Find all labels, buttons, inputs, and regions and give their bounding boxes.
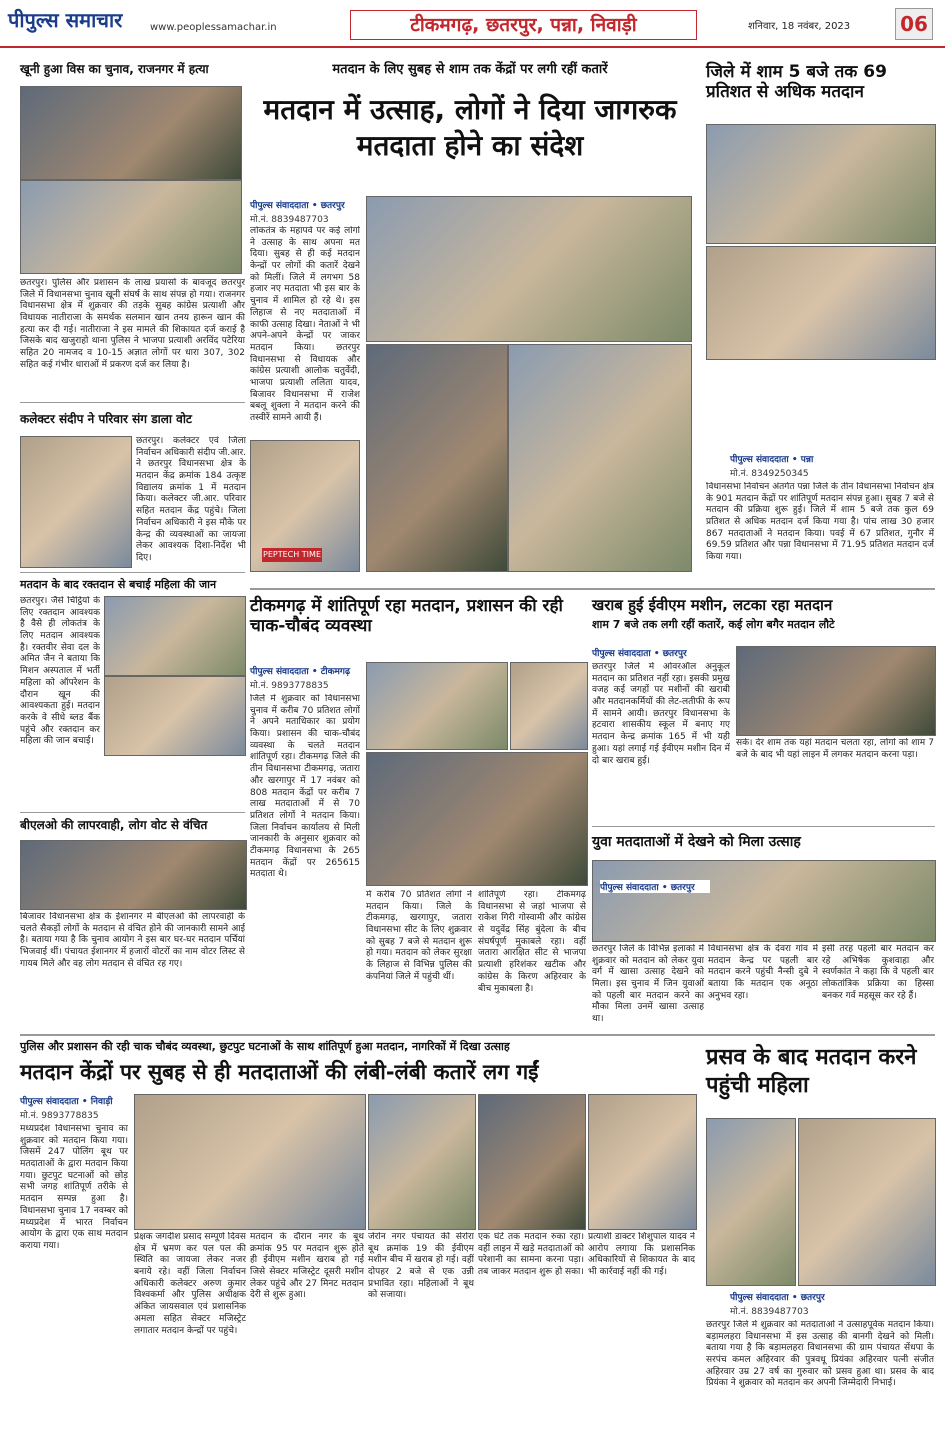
blood-photo-2 <box>104 676 246 756</box>
tikamgarh-photo-2 <box>510 662 588 750</box>
tikamgarh-photo-1 <box>366 662 508 750</box>
lead-byline: पीपुल्स संवाददाता • छतरपुर <box>250 201 345 211</box>
tikamgarh-body-3: शांतिपूर्ण रहा। टीकमगढ़ विधानसभा से जहां भाजपा से राकेश गिरी गोस्वामी और कांग्रेस से यदुवेंद्र सिंह बुंदेला के बीच संघर्षपूर्ण मुकाबले रहा। वहीं जतारा आरक्षित सीट से भाजपा प्रत्याशी हरिशंकर खटीक और कांग्रेस के किरण अहिरवार के बीच मुकाबला है। <box>478 890 586 994</box>
tikamgarh-body-2: में करीब 70 प्रतिशत लोगों ने मतदान किया। जिले के टीकमगढ़, खरगापुर, जतारा विधानसभा सीट के लिए शुक्रवार को सुबह 7 बजे से मतदान शुरू हो गया। मतदान को लेकर सुरक्षा के लिहाज से विभिन्न पुलिस की कंपनियां जिले में पहुंची थीं। <box>366 890 472 982</box>
mother-byline: पीपुल्स संवाददाता • छतरपुर <box>730 1293 825 1303</box>
turnout-photo-1 <box>706 124 936 244</box>
divider <box>20 1034 935 1036</box>
mother-mobile: मो.नं. 8839487703 <box>730 1307 809 1317</box>
tikamgarh-photo-3 <box>366 752 588 886</box>
turnout-mobile: मो.नं. 8349250345 <box>730 469 809 479</box>
niwari-body-6: प्रत्याशी डाक्टर शिशुपाल यादव ने आरोप लगाया कि प्रशासनिक अधिकारियों से शिकायत के बाद भी कार्रवाई नहीं की गई। <box>588 1232 695 1278</box>
niwari-body: मध्यप्रदेश विधानसभा चुनाव का शुक्रवार को मतदान किया गया। जिसमें 247 पोलिंग बूथ पर मतदाताओं के द्वारा मतदान किया गया। छुटपुट घटनाओं को छोड़ सभी जगह शांतिपूर्ण तरीके से मतदान सम्पन्न हुआ है। विधानसभा चुनाव 17 नवम्बर को मध्यप्रदेश में भारत निर्वाचन आयोग के द्वारा एक साथ मतदान कराया गया। <box>20 1124 128 1251</box>
niwari-kicker: पुलिस और प्रशासन की रही चाक चौबंद व्यवस्था, छुटपुट घटनाओं के साथ शांतिपूर्ण हुआ मतदान, नागरिकों में दिखा उत्साह <box>20 1040 510 1053</box>
youth-headline: युवा मतदाताओं में देखने को मिला उत्साह <box>592 834 801 850</box>
blo-body: बिजावर विधानसभा क्षेत्र के ईशानगर में बीएलओ की लापरवाही के चलते सैकड़ों लोगों के मतदान से वंचित होने की जानकारी सामने आई है। बताया गया है कि चुनाव आयोग ने इस बार घर-घर मतदान पर्चियां भिजवाई थीं। पंचायत ईशानगर में हजारों वोटरों का नाम वोटर लिस्ट से गायब मिले और वह लोग मतदान से वंचित रह गए। <box>20 912 245 969</box>
divider <box>250 588 935 590</box>
evm-body-2: सके। देर शाम तक यहां मतदान चलता रहा, लोगों को शाम 7 बजे के बाद भी यहां लाइन में लगकर मतदान करना पड़ा। <box>736 738 934 760</box>
lead-headline: मतदान में उत्साह, लोगों ने दिया जागरुक मतदाता होने का संदेश <box>263 93 677 163</box>
niwari-body-3: मतदान के दौरान नगर के बूथ क्रमांक 95 पर मतदान शुरू होते ही ईवीएम मशीन खराब हो गई जिसे सेक्टर मजिस्ट्रेट दूसरी मशीन लेकर पहुंचे और 27 मिनट मतदान देरी से शुरू हुआ। <box>250 1232 364 1301</box>
youth-body-3: इसी तरह पहली बार मतदान कर रहे अभिषेक कुशवाहा और स्वर्णकांत ने कहा कि वे पहली बार लोकतांत्रिक प्रक्रिया का हिस्सा बनकर गर्व महसूस कर रहे हैं। <box>822 944 934 1001</box>
lead-photo-queue <box>366 196 692 342</box>
niwari-mobile: मो.नं. 9893778835 <box>20 1111 99 1121</box>
rajnagar-body: छतरपुर। पुलिस और प्रशासन के लाख प्रयासों के बावजूद छतरपुर जिले में विधानसभा चुनाव खूनी संघर्ष के साथ संपन्न हो गया। राजनगर विधानसभा क्षेत्र में शुक्रवार की तड़के सुबह कांग्रेस प्रत्याशी और विधायक नातीराजा के समर्थक सलमान खान तनय हारून खान की हत्या कर दी गई। नातीराजा ने इस मामले की शिकायत दर्ज कराई है जिसके बाद खजुराहो थाना पुलिस ने भाजपा प्रत्याशी अरविंद पटेरिया सहित 20 नामजद व 10-15 अज्ञात लोगों पर धारा 307, 302 सहित कई गंभीर धाराओं में प्रकरण दर्ज कर लिया है। <box>20 278 245 370</box>
lead-mobile: मो.नं. 8839487703 <box>250 215 329 225</box>
blood-photo-1 <box>104 596 246 676</box>
youth-photo <box>592 860 936 942</box>
rajnagar-headline: खूनी हुआ विस का चुनाव, राजनगर में हत्या <box>20 62 209 76</box>
turnout-byline: पीपुल्स संवाददाता • पन्ना <box>730 455 814 465</box>
tikamgarh-mobile: मो.नं. 9893778835 <box>250 681 329 691</box>
blo-headline: बीएलओ की लापरवाही, लोग वोट से वंचित <box>20 818 208 832</box>
mother-headline: प्रसव के बाद मतदान करने पहुंची महिला <box>706 1045 917 1098</box>
mother-photo-1 <box>706 1118 796 1286</box>
lead-photo-booth <box>508 344 692 572</box>
evm-photo <box>736 646 936 736</box>
divider <box>20 402 245 403</box>
niwari-headline: मतदान केंद्रों पर सुबह से ही मतदाताओं की लंबी-लंबी कतारें लग गईं <box>20 1060 539 1084</box>
lead-photo-voters <box>366 344 508 572</box>
issue-date: शनिवार, 18 नवंबर, 2023 <box>748 21 851 32</box>
mother-photo-2 <box>798 1118 936 1286</box>
photo-badge: PEPTECH TIME <box>262 548 322 562</box>
niwari-body-4: जेरोन नगर पंचायत की सेरोरा बूथ क्रमांक 19 की ईवीएम मशीन बीच में खराब हो गई। वहीं दोपहर 2 बजे से एक उन्नी प्रभावित रहा। महिलाओं ने बूथ को सजाया। <box>368 1232 474 1301</box>
collector-photo <box>20 436 132 568</box>
lead-body: लोकतंत्र के महापर्व पर कई लोगों ने उत्साह के साथ अपना मत दिया। सुबह से ही कई मतदान केन्द्रों पर लोगों की कतारें देखने को मिलीं। जिले में लगभग 58 हजार नए मतदाता भी इस बार के चुनाव में शामिल हो रहे थे। इस लिहाज से नए मतदाताओं में काफी उत्साह दिखा। नेताओं ने भी अपने-अपने केन्द्रों पर जाकर मतदान किया। छतरपुर विधानसभा से विधायक और कांग्रेस प्रत्याशी आलोक चतुर्वेदी, भाजपा प्रत्याशी ललिता यादव, बिजावर विधानसभा में राजेश बबलू शुक्ला ने मतदान करने की तस्वीरें सामने आयी हैं। <box>250 226 360 423</box>
mother-body: छतरपुर जिले में शुक्रवार को मतदाताओं ने उत्साहपूर्वक मतदान किया। बड़ामलहरा विधानसभा में इस उत्साह की बानगी देखने को मिली। बताया गया है कि बड़ामलहरा विधानसभा की ग्राम पंचायत सेंधपा के सरपंच कमल अहिरवार की पुत्रवधू प्रियंका अहिरवार पत्नी संजीत अहिरवार उम्र 27 वर्ष का गुरुवार को प्रसव हुआ था। प्रसव के बाद प्रियंका ने शुक्रवार को मतदान कर अपनी जिम्मेदारी निभाई। <box>706 1320 934 1389</box>
blood-body: छतरपुर। जैसे चिट्ठियों के लिए रक्तदान आवश्यक है वैसे ही लोकतंत्र के लिए मतदान आवश्यक है। रक्तवीर सेवा दल के अमित जैन ने बताया कि मिशन अस्पताल में भर्ती महिला को ऑपरेशन के दौरान खून की आवश्यकता हुई। मतदान करके वे सीधे ब्लड बैंक पहुंचे और रक्तदान कर महिला की जान बचाई। <box>20 596 100 747</box>
blood-headline: मतदान के बाद रक्तदान से बचाई महिला की जान <box>20 578 217 591</box>
tikamgarh-headline: टीकमगढ़ में शांतिपूर्ण रहा मतदान, प्रशासन की रही चाक-चौबंद व्यवस्था <box>250 596 563 637</box>
divider <box>20 812 245 813</box>
niwari-photo-2 <box>368 1094 476 1230</box>
page-number: 06 <box>895 8 933 40</box>
collector-body: छतरपुर। कलेक्टर एवं जिला निर्वाचन अधिकारी संदीप जी.आर. ने छतरपुर विधानसभा क्षेत्र के मतदान केंद्र क्रमांक 184 उत्कृष्ट विद्यालय क्रमांक 1 में मतदान किया। कलेक्टर जी.आर. परिवार सहित मतदान केंद्र पहुंचे। जिला निर्वाचन अधिकारी ने इस मौके पर केन्द्र की व्यवस्थाओं का जायजा लेकर आवश्यक दिशा-निर्देश भी दिए। <box>136 436 246 563</box>
evm-byline: पीपुल्स संवाददाता • छतरपुर <box>592 649 687 659</box>
divider <box>20 572 245 573</box>
niwari-byline: पीपुल्स संवाददाता • निवाड़ी <box>20 1097 113 1107</box>
niwari-photo-1 <box>134 1094 366 1230</box>
turnout-photo-2 <box>706 246 936 360</box>
niwari-body-5: एक घंटे तक मतदान रुका रहा। वहीं लाइन में खड़े मतदाताओं को परेशानी का सामना करना पड़ा। तब जाकर मतदान शुरू हो सका। <box>478 1232 584 1278</box>
collector-headline: कलेक्टर संदीप ने परिवार संग डाला वोट <box>20 412 192 426</box>
tikamgarh-byline: पीपुल्स संवाददाता • टीकमगढ़ <box>250 667 351 677</box>
tikamgarh-body: जिले में शुक्रवार को विधानसभा चुनाव में करीब 70 प्रतिशत लोगों ने अपने मताधिकार का प्रयोग किया। प्रशासन की चाक-चौबंद व्यवस्था के चलते मतदान शांतिपूर्ण रहा। टीकमगढ़ जिले की तीन विधानसभा टीकमगढ़, जतारा और खरगापुर में 17 नवंबर को 808 मतदान केंद्रों पर करीब 7 लाख मतदाताओं में से 70 प्रतिशत लोगों ने मतदान किया। जिला निर्वाचन कार्यालय से मिली जानकारी के अनुसार शुक्रवार को टीकमगढ़ विधानसभा के 265 मतदान केंद्रों पर 265615 मतदाता थे। <box>250 694 360 880</box>
niwari-photo-4 <box>588 1094 697 1230</box>
rajnagar-photo <box>20 86 242 180</box>
newspaper-logo[interactable]: पीपुल्स समाचार <box>8 8 123 32</box>
evm-body: छतरपुर जिले में ओवरऑल अनुकूल मतदान का प्रतिशत नहीं रहा। इसकी प्रमुख वजह कई जगहों पर मशीनों की खराबी और मतदानकर्मियों की लेट-लतीफी के रूप में सामने आयी। छतरपुर विधानसभा के हटवारा शासकीय स्कूल में बनाए गए मतदान केन्द्र क्रमांक 165 में भी यही हुआ। यहां लगाई गई ईवीएम मशीन दिन में दो बार खराब हुई। <box>592 662 730 766</box>
evm-subhead: शाम 7 बजे तक लगी रहीं कतारें, कई लोग बगैर मतदान लौटे <box>592 618 835 631</box>
niwari-body-2: प्रेक्षक जगदीश प्रसाद सम्पूर्ण दिवस क्षेत्र में भ्रमण कर पल पल की स्थिति का जायजा लेकर नजर बनाये रहे। वहीं जिला निर्वाचन अधिकारी कलेक्टर अरुण कुमार विश्वकर्मा और पुलिस अधीक्षक अंकित जायसवाल एवं प्रशासनिक अमला सहित सेक्टर मजिस्ट्रेट लगातार मतदान केन्द्रों पर पहुंचे। <box>134 1232 246 1336</box>
niwari-photo-3 <box>478 1094 586 1230</box>
youth-byline: पीपुल्स संवाददाता • छतरपुर <box>600 880 710 893</box>
divider <box>592 826 935 827</box>
evm-headline: खराब हुई ईवीएम मशीन, लटका रहा मतदान <box>592 596 833 614</box>
rajnagar-photo-2 <box>20 180 242 274</box>
youth-body: छतरपुर जिले के विभिन्न इलाकों में शुक्रवार को मतदान को लेकर युवा वर्ग में खासा उत्साह देखने को मिला। इस चुनाव में जिन युवाओं को पहली बार मतदान करने का मौका मिला उनमें खासा उत्साह था। <box>592 944 704 1024</box>
youth-body-2: विधानसभा क्षेत्र के देवरा गांव में मतदान केन्द्र पर पहली बार मतदान करने पहुंची नैन्सी दुबे ने बताया कि मतदान एक अनूठा अनुभव रहा। <box>708 944 818 1001</box>
lead-kicker: मतदान के लिए सुबह से शाम तक केंद्रों पर लगी रहीं कतारें <box>332 62 608 77</box>
turnout-headline: जिले में शाम 5 बजे तक 69 प्रतिशत से अधिक मतदान <box>706 62 887 103</box>
region-banner: टीकमगढ़, छतरपुर, पन्ना, निवाड़ी <box>350 10 697 40</box>
turnout-body: विधानसभा निर्वाचन अंतर्गत पन्ना जिले के तीन विधानसभा निर्वाचन क्षेत्र के 901 मतदान केंद्रों पर शांतिपूर्ण मतदान संपन्न हुआ। सुबह 7 बजे से मतदान की प्रक्रिया शुरू हुई। जिले में शाम 5 बजे तक कुल 69 प्रतिशत से अधिक मतदान दर्ज किया गया है। पांच लाख 30 हजार 867 मतदाताओं ने मतदान किया। पवई में 67 प्रतिशत, गुनौर में 69.59 प्रतिशत और पन्ना विधानसभा में 71.95 प्रतिशत मतदान दर्ज किया गया। <box>706 482 934 563</box>
blo-photo <box>20 840 247 910</box>
website-url[interactable]: www.peoplessamachar.in <box>150 22 277 33</box>
